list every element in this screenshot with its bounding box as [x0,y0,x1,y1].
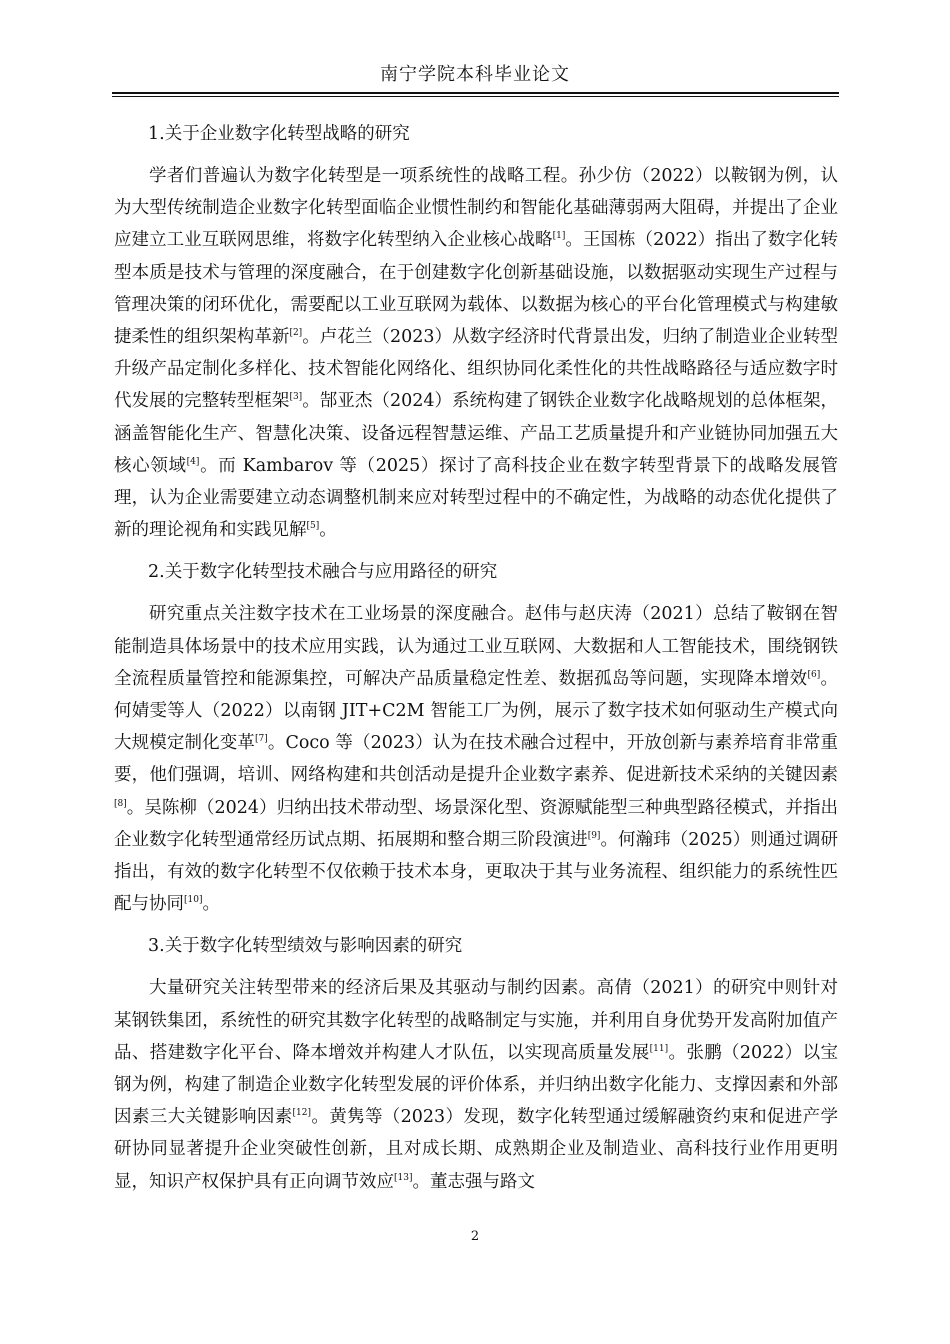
page-number: 2 [470,1229,480,1244]
paragraph-text: 大量研究关注转型带来的经济后果及其驱动与制约因素。高倩（2021）的研究中则针对某钢铁集团，系统性的研究其数字化转型的战略制定与实施，并利用自身优势开发高附加值产品、搭建数字化平台、降本增效并构建人才队伍，以实现高质量发展 [114,978,838,1063]
section-heading: 2.关于数字化转型技术融合与应用路径的研究 [148,562,498,583]
citation-marker: [10] [184,895,203,906]
header-rule [112,92,839,94]
paragraph-text: 。王国栋（2022）指出了数字化转型本质是技术与管理的深度融合，在于创建数字化创新基础设施，以数据驱动实现生产过程与管理决策的闭环优化，需要配以工业互联网为载体、以数据为核心的平台化管理模式与构建敏捷柔性的组织架构革新 [114,230,838,348]
paragraph-text: 。董志强与路文 [412,1171,535,1192]
paragraph-text: 。吴陈柳（2024）归纳出技术带动型、场景深化型、资源赋能型三种典型路径模式，并指出企业数字化转型通常经历试点期、拓展期和整合期三阶段演进 [114,797,838,850]
citation-marker: [4] [186,456,200,467]
citation-marker: [7] [254,734,268,745]
header-rule-secondary [112,96,839,97]
section-heading: 1.关于企业数字化转型战略的研究 [148,124,410,144]
citation-marker: [8] [114,798,127,809]
body-content [114,114,838,1208]
paragraph-text: 。黄隽等（2023）发现，数字化转型通过缓解融资约束和促进产学研协同显著提升企业突破性创新，且对成长期、成熟期企业及制造业、高科技行业作用更明显，知识产权保护具有正向调节效应 [114,1107,838,1192]
paragraph-text: 。 [202,894,220,915]
section-strategy [114,118,838,546]
paragraph-text: 学者们普遍认为数字化转型是一项系统性的战略工程。孙少仿（2022）以鞍钢为例，认为大型传统制造企业数字化转型面临企业惯性制约和智能化基础薄弱两大阻碍，并提出了企业应建立工业互联网思维，将数字化转型纳入企业核心战略 [114,166,838,251]
running-header: 南宁学院本科毕业论文 [380,64,570,85]
citation-marker: [9] [587,830,601,841]
citation-marker: [3] [289,392,303,403]
citation-marker: [12] [292,1108,312,1119]
section-performance [114,930,838,1197]
paragraph-text: 研究重点关注数字技术在工业场景的深度融合。赵伟与赵庆涛（2021）总结了鞍钢在智能制造具体场景中的技术应用实践，认为通过工业互联网、大数据和人工智能技术，围绕钢铁全流程质量管控和能源集控，可解决产品质量稳定性差、数据孤岛等问题，实现降本增效 [114,604,838,689]
paragraph-text: 。何婧雯等人（2022）以南钢 JIT+C2M 智能工厂为例，展示了数字技术如何驱动生产模式向大规模定制化变革 [114,668,838,754]
section-heading: 3.关于数字化转型绩效与影响因素的研究 [148,936,463,957]
paragraph-text: 。郜亚杰（2024）系统构建了钢铁企业数字化战略规划的总体框架，涵盖智能化生产、智慧化决策、设备远程智慧运维、产品工艺质量提升和产业链协同加强五大核心领域 [114,391,838,476]
citation-marker: [5] [306,521,320,532]
section-paragraph [114,598,838,920]
citation-marker: [2] [289,328,303,339]
paragraph-text: 。 [319,520,337,541]
paragraph-text: 。卢花兰（2023）从数字经济时代背景出发，归纳了制造业企业转型升级产品定制化多样化、技术智能化网络化、组织协同化柔性化的共性战略路径与适应数字时代发展的完整转型框架 [114,327,838,412]
citation-marker: [11] [649,1043,669,1054]
paragraph-text: 。何瀚玮（2025）则通过调研指出，有效的数字化转型不仅依赖于技术本身，更取决于其与业务流程、组织能力的系统性匹配与协同 [114,829,838,915]
paragraph-text: 。Coco 等（2023）认为在技术融合过程中，开放创新与素养培育非常重要，他们强调，培训、网络构建和共创活动是提升企业数字素养、促进新技术采纳的关键因素 [114,733,838,786]
citation-marker: [6] [807,669,821,680]
citation-marker: [13] [394,1172,413,1183]
section-paragraph [114,972,838,1197]
section-paragraph [114,160,838,546]
section-technology [114,556,838,920]
citation-marker: [1] [552,231,566,242]
paragraph-text: 。而 Kambarov 等（2025）探讨了高科技企业在数字转型背景下的战略发展管理，认为企业需要建立动态调整机制来应对转型过程中的不确定性，为战略的动态优化提供了新的理论视角和实践见解 [114,455,838,541]
paragraph-text: 。张鹏（2022）以宝钢为例，构建了制造企业数字化转型发展的评价体系，并归纳出数字化能力、支撑因素和外部因素三大关键影响因素 [114,1042,838,1128]
